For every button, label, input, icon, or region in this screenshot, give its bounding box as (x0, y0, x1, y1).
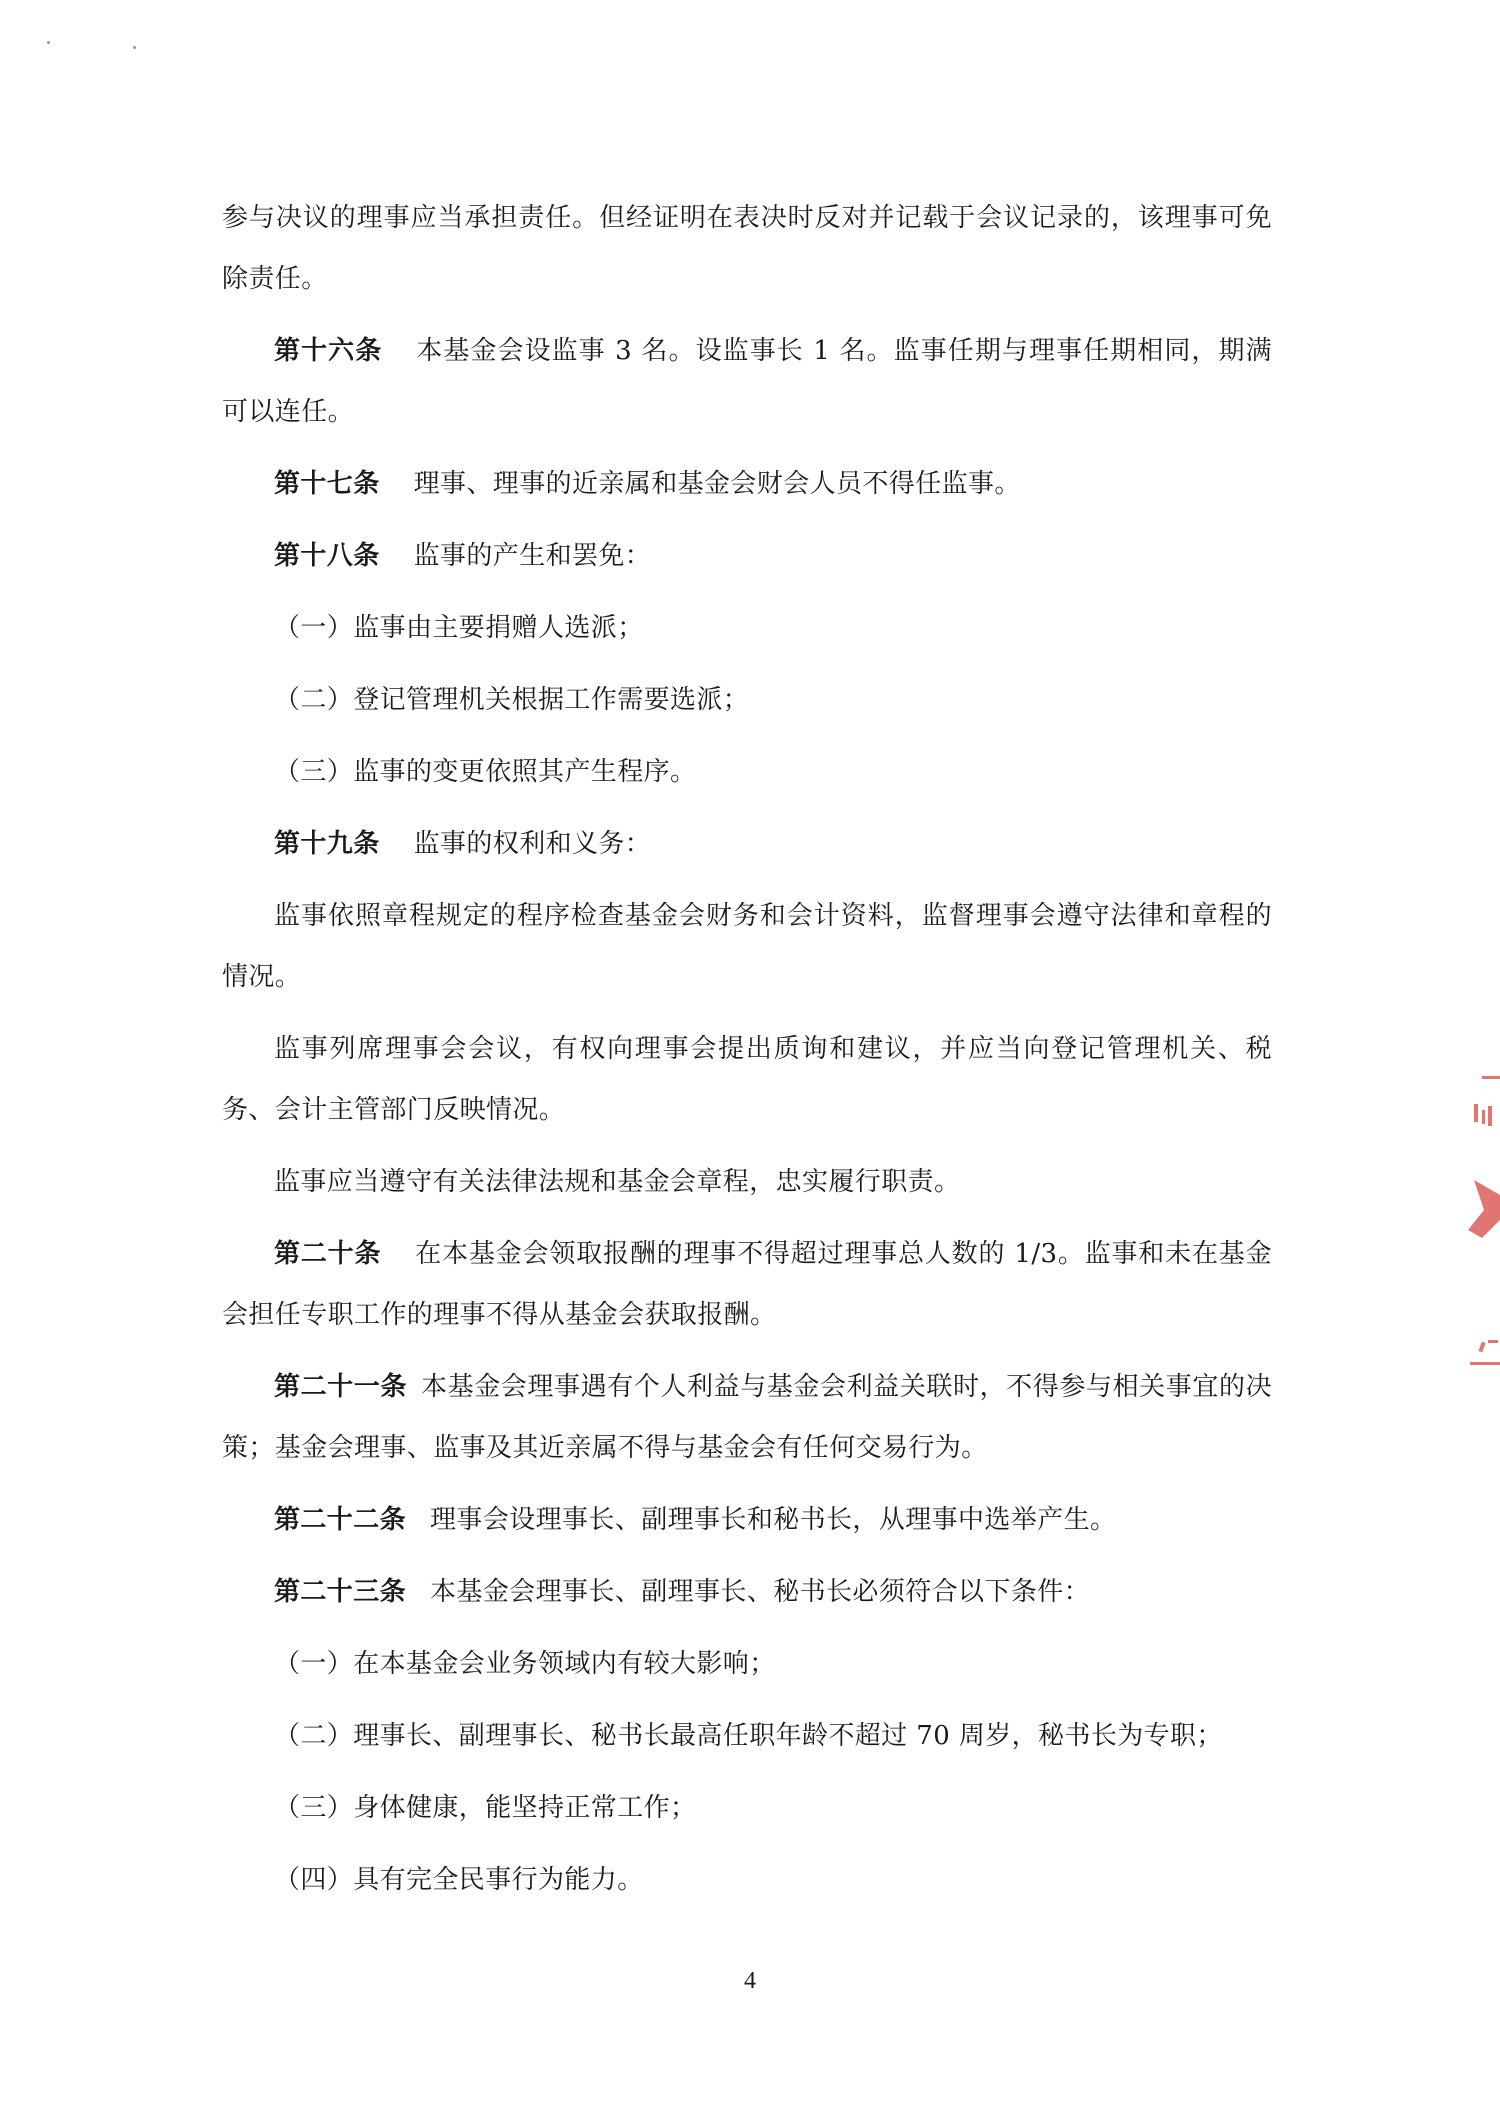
article-label: 第十八条 (274, 541, 380, 571)
paragraph: 监事列席理事会会议，有权向理事会提出质询和建议，并应当向登记管理机关、税务、会计主管部门反映情况。 (222, 1034, 1272, 1125)
article-label: 第二十条 (274, 1239, 382, 1269)
paragraph: 监事依照章程规定的程序检查基金会财务和会计资料，监督理事会遵守法律和章程的情况。 (222, 901, 1272, 992)
document-body (222, 188, 1272, 1922)
article-label: 第十六条 (274, 336, 383, 366)
paragraph-article-20: 第二十条 在本基金会领取报酬的理事不得超过理事总人数的 1/3。监事和未在基金会担任专职工作的理事不得从基金会获取报酬。 (222, 1239, 1272, 1330)
list-item: （二）理事长、副理事长、秘书长最高任职年龄不超过 70 周岁，秘书长为专职； (274, 1721, 1223, 1751)
paragraph-0: 参与决议的理事应当承担责任。但经证明在表决时反对并记载于会议记录的，该理事可免除责任。 (222, 203, 1272, 294)
paragraph-article-22: 第二十二条 理事会设理事长、副理事长和秘书长，从理事中选举产生。 (274, 1505, 1117, 1535)
list-item: （一）监事由主要捐赠人选派； (274, 613, 644, 643)
paragraph: 监事应当遵守有关法律法规和基金会章程，忠实履行职责。 (274, 1167, 961, 1197)
article-label: 第二十二条 (274, 1505, 407, 1535)
paragraph-article-19: 第十九条 监事的权利和义务： (274, 829, 652, 859)
list-item: （三）监事的变更依照其产生程序。 (274, 757, 697, 787)
article-label: 第十七条 (274, 469, 380, 499)
paragraph-article-21: 第二十一条 本基金会理事遇有个人利益与基金会利益关联时，不得参与相关事宜的决策；基金会理事、监事及其近亲属不得与基金会有任何交易行为。 (222, 1372, 1272, 1463)
article-label: 第十九条 (274, 829, 380, 859)
list-item: （一）在本基金会业务领域内有较大影响； (274, 1649, 776, 1679)
scan-speck (47, 41, 50, 44)
paragraph-article-16: 第十六条 本基金会设监事 3 名。设监事长 1 名。监事任期与理事任期相同，期满可以连任。 (222, 336, 1272, 427)
scan-speck (133, 46, 136, 49)
list-item: （二）登记管理机关根据工作需要选派； (274, 685, 750, 715)
list-item: （四）具有完全民事行为能力。 (274, 1865, 644, 1895)
page-number: 4 (744, 1968, 756, 1994)
paragraph-article-18: 第十八条 监事的产生和罢免： (274, 541, 652, 571)
seal-stamp-fragment (1454, 1060, 1500, 1390)
paragraph-article-23: 第二十三条 本基金会理事长、副理事长、秘书长必须符合以下条件： (274, 1577, 1091, 1607)
article-label: 第二十一条 (274, 1372, 407, 1402)
paragraph-article-17: 第十七条 理事、理事的近亲属和基金会财会人员不得任监事。 (274, 469, 1021, 499)
list-item: （三）身体健康，能坚持正常工作； (274, 1793, 697, 1823)
article-label: 第二十三条 (274, 1577, 407, 1607)
